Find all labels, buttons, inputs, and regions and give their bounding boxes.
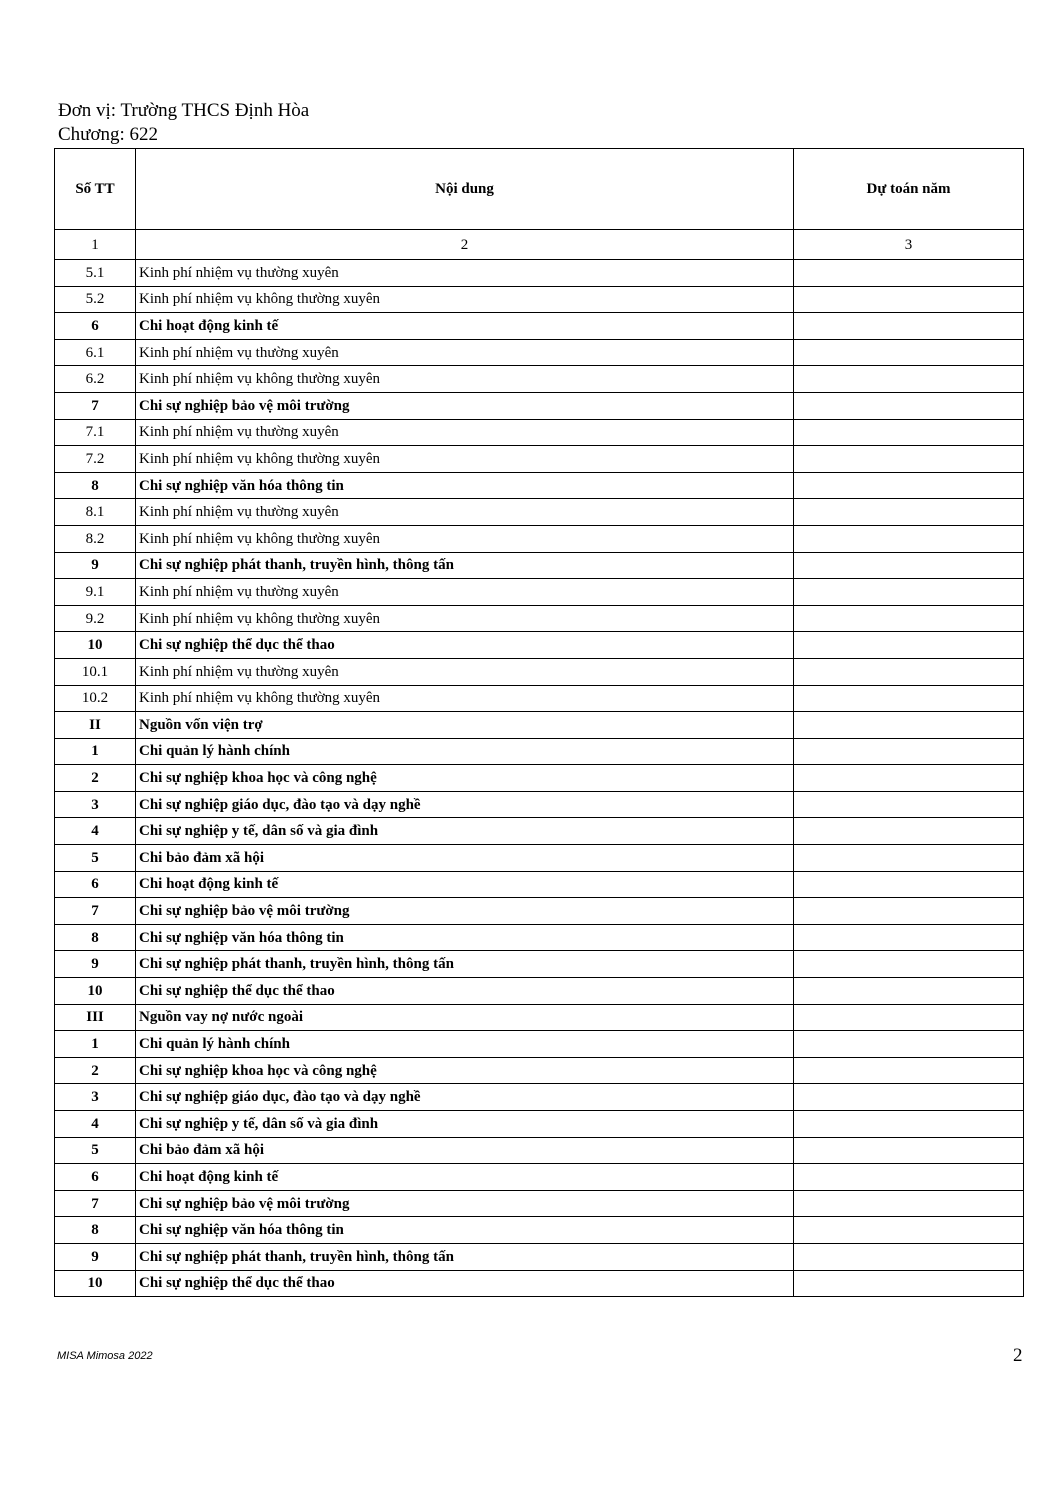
table-row xyxy=(55,339,1024,366)
row-stt: 5 xyxy=(55,845,136,872)
row-content: Chi sự nghiệp thể dục thể thao xyxy=(136,1270,794,1297)
row-content: Chi sự nghiệp văn hóa thông tin xyxy=(136,924,794,951)
row-estimate xyxy=(794,1031,1024,1058)
table-row xyxy=(55,605,1024,632)
row-estimate xyxy=(794,685,1024,712)
row-stt: 8 xyxy=(55,472,136,499)
row-stt: 6 xyxy=(55,313,136,340)
row-estimate xyxy=(794,1004,1024,1031)
table-row xyxy=(55,1270,1024,1297)
row-stt: 7 xyxy=(55,392,136,419)
table-row xyxy=(55,286,1024,313)
row-estimate xyxy=(794,392,1024,419)
row-stt: 4 xyxy=(55,818,136,845)
table-row xyxy=(55,1031,1024,1058)
column-number-1: 1 xyxy=(55,230,136,260)
row-estimate xyxy=(794,1190,1024,1217)
table-row xyxy=(55,1084,1024,1111)
row-estimate xyxy=(794,898,1024,925)
row-content: Chi quản lý hành chính xyxy=(136,738,794,765)
row-stt: 3 xyxy=(55,1084,136,1111)
table-row xyxy=(55,712,1024,739)
budget-table xyxy=(54,148,1024,1297)
row-estimate xyxy=(794,499,1024,526)
table-row xyxy=(55,924,1024,951)
column-header-stt: Số TT xyxy=(55,149,136,230)
row-estimate xyxy=(794,924,1024,951)
column-number-3: 3 xyxy=(794,230,1024,260)
row-stt: 9 xyxy=(55,552,136,579)
row-content: Kinh phí nhiệm vụ thường xuyên xyxy=(136,419,794,446)
row-stt: 2 xyxy=(55,765,136,792)
row-estimate xyxy=(794,419,1024,446)
row-content: Chi sự nghiệp văn hóa thông tin xyxy=(136,472,794,499)
row-content: Nguồn vay nợ nước ngoài xyxy=(136,1004,794,1031)
table-row xyxy=(55,552,1024,579)
row-stt: 3 xyxy=(55,791,136,818)
table-row xyxy=(55,525,1024,552)
row-content: Kinh phí nhiệm vụ thường xuyên xyxy=(136,499,794,526)
row-stt: 9.2 xyxy=(55,605,136,632)
table-row xyxy=(55,738,1024,765)
row-content: Chi sự nghiệp bảo vệ môi trường xyxy=(136,392,794,419)
row-stt: II xyxy=(55,712,136,739)
row-content: Chi quản lý hành chính xyxy=(136,1031,794,1058)
row-estimate xyxy=(794,446,1024,473)
row-content: Chi hoạt động kinh tế xyxy=(136,871,794,898)
page-number: 2 xyxy=(1013,1345,1023,1366)
table-row xyxy=(55,419,1024,446)
unit-title: Đơn vị: Trường THCS Định Hòa xyxy=(58,100,310,121)
row-stt: 6 xyxy=(55,1164,136,1191)
table-row xyxy=(55,1137,1024,1164)
row-stt: 7 xyxy=(55,1190,136,1217)
row-content: Chi sự nghiệp phát thanh, truyền hình, thông tấn xyxy=(136,552,794,579)
row-content: Chi sự nghiệp khoa học và công nghệ xyxy=(136,765,794,792)
table-row xyxy=(55,499,1024,526)
row-content: Chi sự nghiệp phát thanh, truyền hình, thông tấn xyxy=(136,951,794,978)
row-stt: 6.1 xyxy=(55,339,136,366)
table-row xyxy=(55,1004,1024,1031)
column-header-content: Nội dung xyxy=(136,149,794,230)
row-content: Chi sự nghiệp giáo dục, đào tạo và dạy nghề xyxy=(136,1084,794,1111)
row-stt: 8.1 xyxy=(55,499,136,526)
row-stt: 8 xyxy=(55,1217,136,1244)
row-content: Chi sự nghiệp bảo vệ môi trường xyxy=(136,898,794,925)
row-content: Kinh phí nhiệm vụ thường xuyên xyxy=(136,658,794,685)
row-estimate xyxy=(794,260,1024,287)
row-content: Kinh phí nhiệm vụ thường xuyên xyxy=(136,339,794,366)
row-content: Kinh phí nhiệm vụ không thường xuyên xyxy=(136,685,794,712)
table-row xyxy=(55,818,1024,845)
row-estimate xyxy=(794,658,1024,685)
table-row xyxy=(55,632,1024,659)
row-content: Chi hoạt động kinh tế xyxy=(136,313,794,340)
row-estimate xyxy=(794,1137,1024,1164)
column-number-row xyxy=(55,230,1024,260)
row-estimate xyxy=(794,845,1024,872)
row-stt: 1 xyxy=(55,1031,136,1058)
table-row xyxy=(55,1057,1024,1084)
table-row xyxy=(55,313,1024,340)
table-row xyxy=(55,685,1024,712)
table-row xyxy=(55,898,1024,925)
table-row xyxy=(55,1164,1024,1191)
row-estimate xyxy=(794,738,1024,765)
row-stt: 7.1 xyxy=(55,419,136,446)
table-row xyxy=(55,366,1024,393)
row-content: Chi sự nghiệp văn hóa thông tin xyxy=(136,1217,794,1244)
row-stt: 5.2 xyxy=(55,286,136,313)
row-estimate xyxy=(794,765,1024,792)
row-content: Kinh phí nhiệm vụ thường xuyên xyxy=(136,579,794,606)
row-estimate xyxy=(794,1217,1024,1244)
row-content: Chi sự nghiệp y tế, dân số và gia đình xyxy=(136,818,794,845)
row-estimate xyxy=(794,286,1024,313)
row-estimate xyxy=(794,818,1024,845)
row-stt: 10 xyxy=(55,978,136,1005)
row-estimate xyxy=(794,712,1024,739)
row-stt: 9.1 xyxy=(55,579,136,606)
chapter-title: Chương: 622 xyxy=(58,124,159,145)
row-estimate xyxy=(794,552,1024,579)
row-estimate xyxy=(794,339,1024,366)
footer-software-name: MISA Mimosa 2022 xyxy=(57,1350,153,1362)
table-row xyxy=(55,951,1024,978)
row-content: Nguồn vốn viện trợ xyxy=(136,712,794,739)
row-estimate xyxy=(794,605,1024,632)
row-estimate xyxy=(794,1057,1024,1084)
row-content: Chi sự nghiệp thể dục thể thao xyxy=(136,632,794,659)
row-estimate xyxy=(794,1164,1024,1191)
row-stt: III xyxy=(55,1004,136,1031)
row-content: Kinh phí nhiệm vụ thường xuyên xyxy=(136,260,794,287)
table-row xyxy=(55,472,1024,499)
row-stt: 7 xyxy=(55,898,136,925)
row-estimate xyxy=(794,1270,1024,1297)
row-estimate xyxy=(794,313,1024,340)
row-content: Kinh phí nhiệm vụ không thường xuyên xyxy=(136,525,794,552)
row-estimate xyxy=(794,951,1024,978)
table-row xyxy=(55,765,1024,792)
row-stt: 4 xyxy=(55,1111,136,1138)
row-stt: 8 xyxy=(55,924,136,951)
table-row xyxy=(55,392,1024,419)
table-row xyxy=(55,1243,1024,1270)
table-header-row xyxy=(55,149,1024,230)
row-content: Chi sự nghiệp phát thanh, truyền hình, thông tấn xyxy=(136,1243,794,1270)
row-estimate xyxy=(794,366,1024,393)
table-row xyxy=(55,871,1024,898)
row-stt: 9 xyxy=(55,951,136,978)
row-stt: 8.2 xyxy=(55,525,136,552)
table-row xyxy=(55,579,1024,606)
row-content: Chi sự nghiệp y tế, dân số và gia đình xyxy=(136,1111,794,1138)
row-estimate xyxy=(794,1084,1024,1111)
row-estimate xyxy=(794,1243,1024,1270)
row-estimate xyxy=(794,632,1024,659)
table-row xyxy=(55,1190,1024,1217)
row-stt: 1 xyxy=(55,738,136,765)
column-header-estimate: Dự toán năm xyxy=(794,149,1024,230)
table-row xyxy=(55,1111,1024,1138)
column-number-2: 2 xyxy=(136,230,794,260)
row-content: Kinh phí nhiệm vụ không thường xuyên xyxy=(136,605,794,632)
row-estimate xyxy=(794,472,1024,499)
row-stt: 10 xyxy=(55,1270,136,1297)
table-row xyxy=(55,978,1024,1005)
row-content: Kinh phí nhiệm vụ không thường xuyên xyxy=(136,286,794,313)
table-row xyxy=(55,1217,1024,1244)
row-estimate xyxy=(794,579,1024,606)
row-content: Kinh phí nhiệm vụ không thường xuyên xyxy=(136,366,794,393)
row-stt: 10.2 xyxy=(55,685,136,712)
row-stt: 7.2 xyxy=(55,446,136,473)
row-content: Chi bảo đảm xã hội xyxy=(136,845,794,872)
row-content: Chi sự nghiệp bảo vệ môi trường xyxy=(136,1190,794,1217)
row-content: Chi bảo đảm xã hội xyxy=(136,1137,794,1164)
row-stt: 5.1 xyxy=(55,260,136,287)
row-stt: 10 xyxy=(55,632,136,659)
row-content: Chi sự nghiệp khoa học và công nghệ xyxy=(136,1057,794,1084)
table-row xyxy=(55,791,1024,818)
row-estimate xyxy=(794,871,1024,898)
row-estimate xyxy=(794,1111,1024,1138)
row-stt: 2 xyxy=(55,1057,136,1084)
row-stt: 6 xyxy=(55,871,136,898)
row-content: Kinh phí nhiệm vụ không thường xuyên xyxy=(136,446,794,473)
row-estimate xyxy=(794,791,1024,818)
row-stt: 5 xyxy=(55,1137,136,1164)
table-row xyxy=(55,658,1024,685)
table-row xyxy=(55,260,1024,287)
table-row xyxy=(55,446,1024,473)
table-row xyxy=(55,845,1024,872)
row-content: Chi hoạt động kinh tế xyxy=(136,1164,794,1191)
row-content: Chi sự nghiệp thể dục thể thao xyxy=(136,978,794,1005)
row-stt: 6.2 xyxy=(55,366,136,393)
row-content: Chi sự nghiệp giáo dục, đào tạo và dạy nghề xyxy=(136,791,794,818)
row-stt: 10.1 xyxy=(55,658,136,685)
row-estimate xyxy=(794,978,1024,1005)
row-estimate xyxy=(794,525,1024,552)
row-stt: 9 xyxy=(55,1243,136,1270)
